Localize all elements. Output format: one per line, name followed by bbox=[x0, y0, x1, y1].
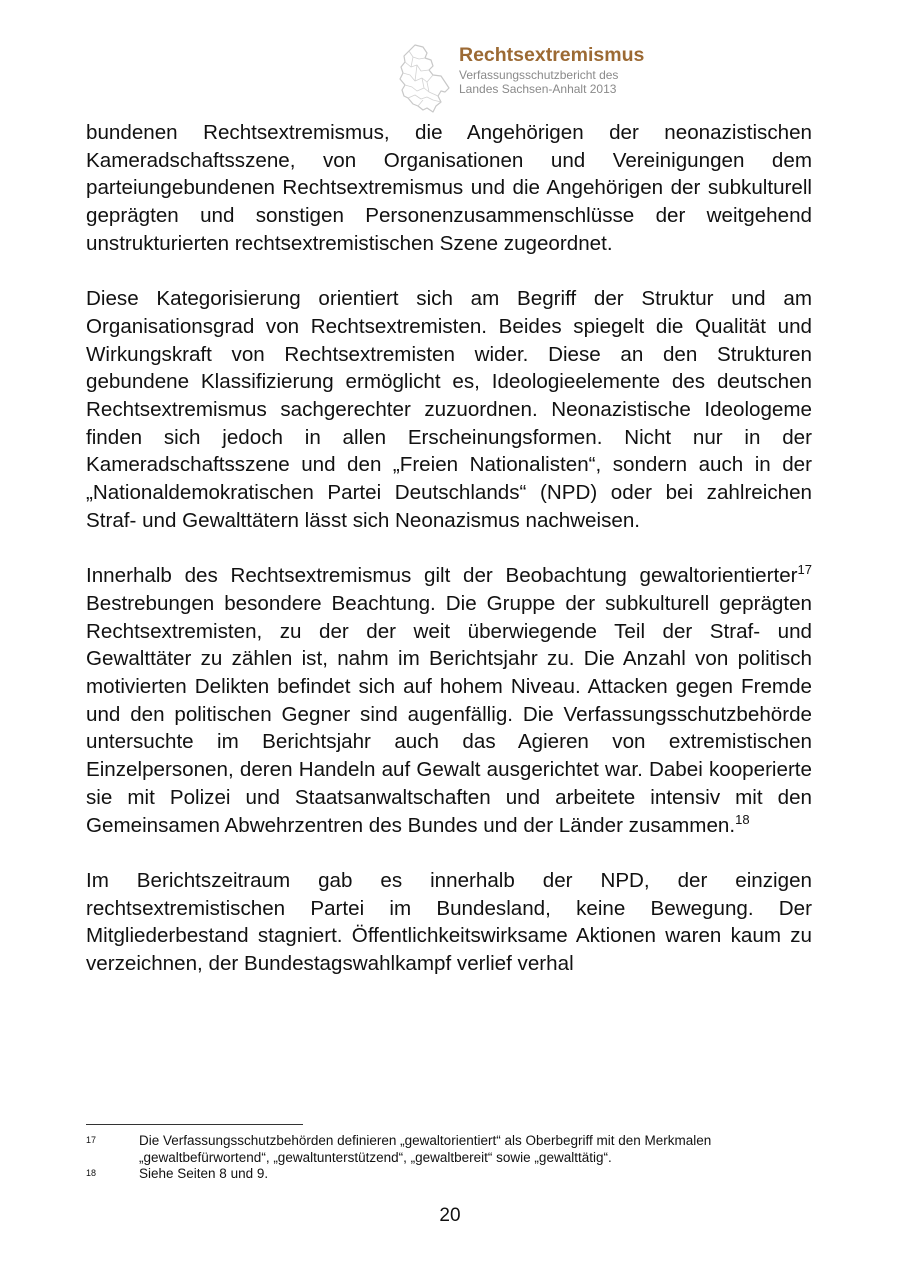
page-header bbox=[396, 40, 696, 116]
report-subtitle-line2: Landes Sachsen-Anhalt 2013 bbox=[459, 82, 617, 96]
footnote-text: Siehe Seiten 8 und 9. bbox=[139, 1166, 269, 1181]
footnote-number: 17 bbox=[86, 1135, 97, 1145]
footnote-ref-17[interactable]: 17 bbox=[797, 562, 812, 578]
paragraph-2: Diese Kategorisierung orientiert sich am Begriff der Struktur und am Organisationsgrad von Rechtsextremisten. Beides spiegelt die Qualität und Wirkungskraft von Rechtsextremisten wider. Diese an den Strukturen gebundene Klassifizierung ermöglicht es, Ideologieelemente des deutschen Rechtsextremismus sachgerechter zuzuordnen. Neonazistische Ideologeme finden sich jedoch in allen Erscheinungsformen. Nicht nur in der Kameradschaftsszene und den „Freien Nationalisten“, sondern auch in der „Nationaldemokratischen Partei Deutschlands“ (NPD) oder bei zahlreichen Straf- und Gewalttätern lässt sich Neonazismus nachweisen. bbox=[86, 287, 812, 532]
report-subtitle-line1: Verfassungsschutzbericht des bbox=[459, 68, 619, 82]
paragraph-4: Im Berichtszeitraum gab es innerhalb der NPD, der einzigen rechtsextremistischen Partei im Bundesland, keine Bewegung. Der Mitgliederbestand stagniert. Öffentlichkeitswirksame Aktionen waren kaum zu verzeichnen, der Bundestagswahlkampf verlief verhal bbox=[86, 868, 812, 976]
body-text bbox=[86, 119, 812, 1005]
footnote-text: Die Verfassungsschutzbehörden definieren „gewaltorientiert“ als Oberbegriff mit den Merkmalen „gewaltbefürwortend“, „gewaltunterstützend“, „gewaltbereit“ sowie „gewalttätig“. bbox=[139, 1133, 712, 1165]
footnote-17 bbox=[86, 1133, 816, 1166]
footnote-ref-18[interactable]: 18 bbox=[735, 811, 750, 827]
report-title: Rechtsextremismus bbox=[459, 44, 645, 66]
paragraph-1: bundenen Rechtsextremismus, die Angehörigen der neonazistischen Kameradschaftsszene, von Organisationen und Vereinigungen dem parteiungebundenen Rechtsextremismus und die Angehörigen der subkulturell geprägten und sonstigen Personenzusammenschlüsse der weitgehend unstrukturierten rechtsextremistischen Szene zugeordnet. bbox=[86, 121, 812, 255]
paragraph-3-part-b: Bestrebungen besondere Beachtung. Die Gruppe der subkulturell geprägten Rechtsextremisten, zu der der weit überwiegende Teil der Straf- und Gewalttäter zu zählen ist, nahm im Berichtsjahr zu. Die Anzahl von politisch motivierten Delikten befindet sich auf hohem Niveau. Attacken gegen Fremde und den politischen Gegner sind augenfällig. Die Verfassungsschutzbehörde untersuchte im Berichtsjahr auch das Agieren von extremistischen Einzelpersonen, deren Handeln auf Gewalt ausgerichtet war. Dabei kooperierte sie mit Polizei und Staatsanwaltschaften und arbeitete intensiv mit den Gemeinsamen Abwehrzentren des Bundes und der Länder zusammen. bbox=[86, 591, 812, 837]
footnote-number: 18 bbox=[86, 1168, 97, 1178]
footnote-divider bbox=[86, 1124, 303, 1125]
sachsen-anhalt-map-icon bbox=[396, 42, 454, 114]
paragraph-3 bbox=[86, 562, 812, 839]
footnotes bbox=[86, 1133, 816, 1183]
page-number: 20 bbox=[439, 1205, 461, 1226]
footnote-18 bbox=[86, 1166, 816, 1183]
paragraph-3-part-a: Innerhalb des Rechtsextremismus gilt der Beobachtung gewaltorientierter bbox=[86, 564, 798, 588]
